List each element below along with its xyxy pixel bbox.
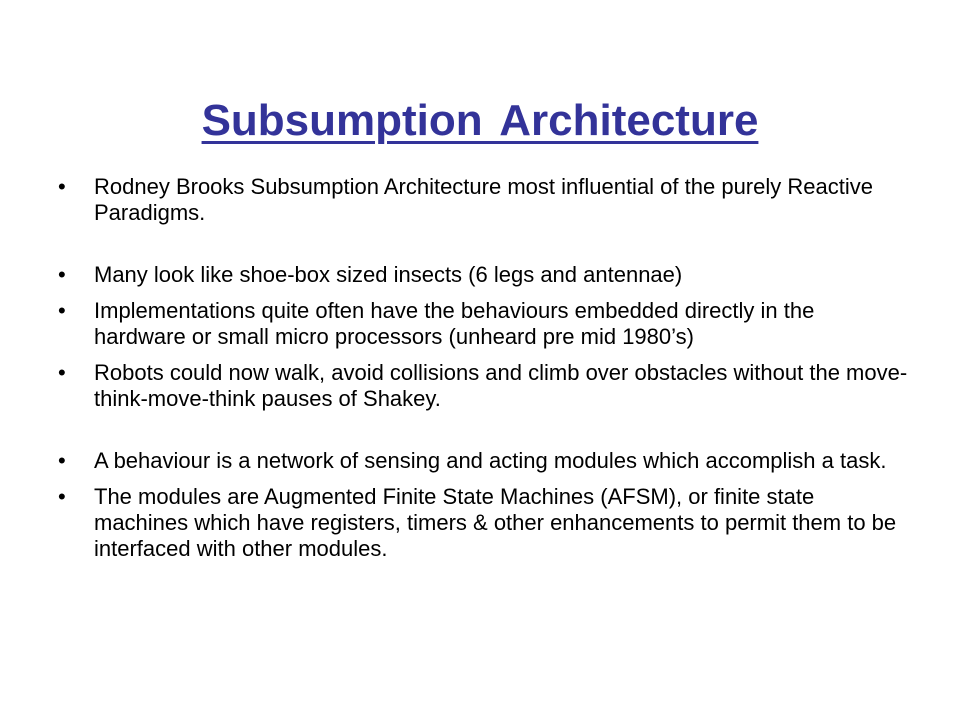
bullet-text: Many look like shoe-box sized insects (6 legs and antennae) [94, 262, 683, 287]
bullet-marker: • [58, 262, 66, 287]
bullet-marker: • [58, 448, 66, 473]
bullet-text: Robots could now walk, avoid collisions and climb over obstacles without the move-think-move-think pauses of Shakey. [94, 360, 908, 411]
bullet-marker: • [58, 360, 66, 385]
bullet-item [58, 448, 908, 474]
bullet-item [58, 484, 908, 562]
bullet-marker: • [58, 484, 66, 509]
bullet-text: Implementations quite often have the behaviours embedded directly in the hardware or small micro processors (unheard pre mid 1980’s) [94, 298, 815, 349]
bullet-marker: • [58, 174, 66, 199]
bullet-item [58, 174, 908, 226]
bullet-text: Rodney Brooks Subsumption Architecture most influential of the purely Reactive Paradigms. [94, 174, 873, 225]
bullet-item [58, 360, 908, 412]
bullet-item [58, 262, 908, 288]
bullet-item [58, 298, 908, 350]
bullet-list [58, 174, 908, 572]
bullet-text: The modules are Augmented Finite State Machines (AFSM), or finite state machines which have registers, timers & other enhancements to permit them to be interfaced with other modules. [94, 484, 897, 561]
bullet-text: A behaviour is a network of sensing and acting modules which accomplish a task. [94, 448, 887, 473]
slide-title: Subsumption Architecture [201, 96, 759, 146]
bullet-marker: • [58, 298, 66, 323]
